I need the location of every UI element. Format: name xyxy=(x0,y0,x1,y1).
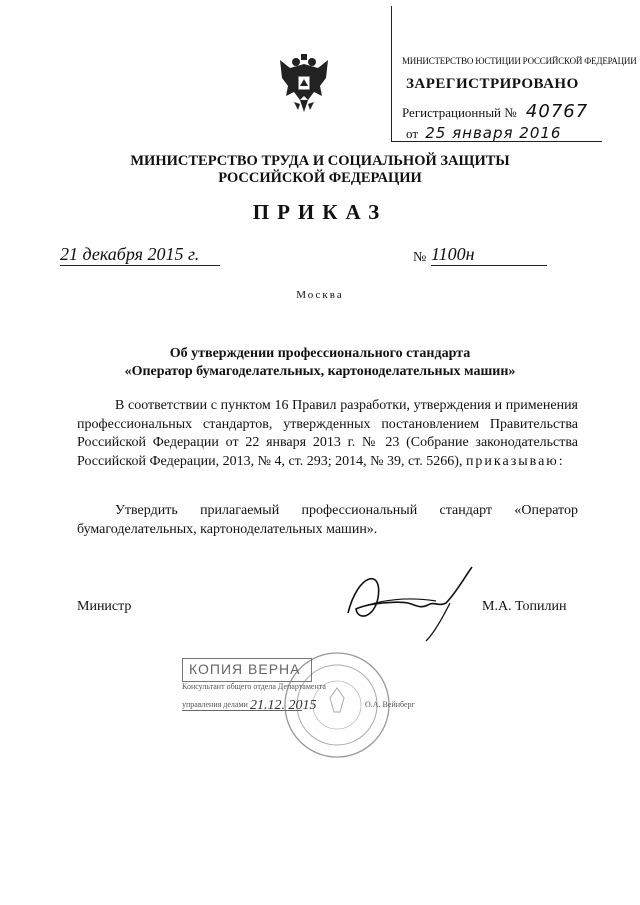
ministry-title xyxy=(100,153,540,187)
signatory-position: Министр xyxy=(77,599,132,614)
ministry-title-line1: МИНИСТЕРСТВО ТРУДА И СОЦИАЛЬНОЙ ЗАЩИТЫ xyxy=(130,153,510,169)
ministry-title-line2: РОССИЙСКОЙ ФЕДЕРАЦИИ xyxy=(218,170,422,186)
registration-title: ЗАРЕГИСТРИРОВАНО xyxy=(406,76,579,92)
body-paragraph-1 xyxy=(77,397,578,471)
order-date: 21 декабря 2015 г. xyxy=(60,244,220,266)
copy-stamp-line2: управления делами xyxy=(182,700,248,709)
signatory-name: М.А. Топилин xyxy=(482,599,567,614)
order-title: ПРИКАЗ xyxy=(252,200,388,224)
document-subject xyxy=(60,345,580,381)
registration-date-prefix: от xyxy=(406,126,419,141)
paragraph1-text: В соответствии с пунктом 16 Правил разработки, утверждения и применения профессиональных стандартов, утвержденных постановлением Правительства Российской Федерации от 22 января 2013 г. № 23 (Собрание законодательства Российской Федерации, 2013, № 4, ст. 293; 2014, № 39, ст. 5266), xyxy=(77,398,578,469)
city: Москва xyxy=(296,289,344,301)
copy-stamp-line1: Консультант общего отдела Департамента xyxy=(182,682,326,691)
registration-number-value: 40767 xyxy=(525,101,589,122)
registration-number-row xyxy=(402,101,588,122)
coat-of-arms-icon xyxy=(278,52,330,114)
registration-date-row xyxy=(406,124,561,142)
registration-number-label: Регистрационный № xyxy=(402,105,517,120)
body-paragraph-2: Утвердить прилагаемый профессиональный стандарт «Оператор бумагоделательных, картоноделательных машин». xyxy=(77,503,578,537)
registration-stamp xyxy=(391,6,637,142)
copy-label: КОПИЯ ВЕРНА xyxy=(189,661,301,677)
order-verb: приказываю: xyxy=(465,453,565,469)
handwritten-signature xyxy=(338,563,478,643)
copy-stamp xyxy=(182,658,452,758)
order-number-label: № xyxy=(413,250,427,265)
copy-stamp-signer: О.А. Вейнберг xyxy=(365,700,415,709)
subject-line1: Об утверждении профессионального стандарта xyxy=(169,346,471,361)
order-number: 1100н xyxy=(431,244,547,266)
registration-ministry: МИНИСТЕРСТВО ЮСТИЦИИ РОССИЙСКОЙ ФЕДЕРАЦИИ xyxy=(402,56,637,66)
copy-stamp-date: 21.12. 2015 xyxy=(250,698,317,713)
subject-line2: «Оператор бумагоделательных, картоноделательных машин» xyxy=(124,364,516,379)
registration-date-value: 25 января 2016 xyxy=(425,124,562,142)
copy-label-box xyxy=(182,658,312,682)
